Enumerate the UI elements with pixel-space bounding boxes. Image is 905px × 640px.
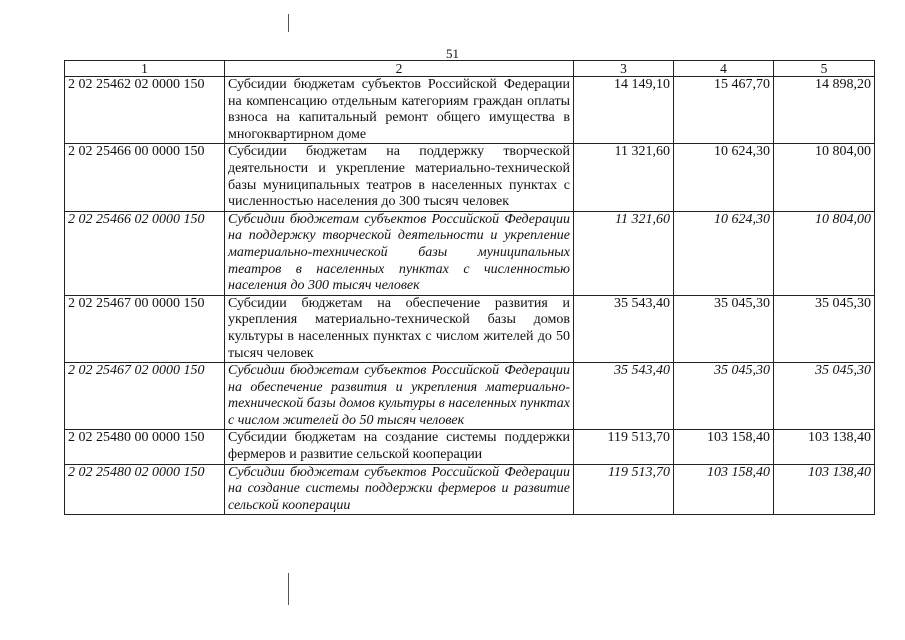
budget-code-cell: 2 02 25462 02 0000 150 (65, 77, 225, 144)
budget-table (64, 60, 875, 515)
value-col5-cell: 14 898,20 (774, 77, 875, 144)
description-cell: Субсидии бюджетам субъектов Российской Федерации на обеспечение развития и укрепления материально-технической базы домов культуры в населенных пунктах с числом жителей до 50 тысяч человек (225, 363, 574, 430)
value-col4-cell: 10 624,30 (674, 211, 774, 295)
column-header-1: 1 (65, 61, 225, 77)
value-col3-cell: 14 149,10 (574, 77, 674, 144)
description-cell: Субсидии бюджетам на поддержку творческой деятельности и укрепление материально-технической базы муниципальных театров в населенных пунктах с численностью населения до 300 тысяч человек (225, 144, 574, 211)
value-col4-cell: 10 624,30 (674, 144, 774, 211)
scan-mark-bottom (288, 573, 289, 605)
description-cell: Субсидии бюджетам на создание системы поддержки фермеров и развитие сельской кооперации (225, 430, 574, 464)
value-col3-cell: 35 543,40 (574, 295, 674, 362)
table-row (65, 363, 875, 430)
description-cell: Субсидии бюджетам субъектов Российской Федерации на компенсацию отдельным категориям граждан оплаты взноса на капитальный ремонт общего имущества в многоквартирном доме (225, 77, 574, 144)
value-col5-cell: 103 138,40 (774, 464, 875, 515)
value-col5-cell: 103 138,40 (774, 430, 875, 464)
value-col4-cell: 15 467,70 (674, 77, 774, 144)
table-row (65, 464, 875, 515)
budget-code-cell: 2 02 25467 02 0000 150 (65, 363, 225, 430)
page-number: 51 (446, 46, 459, 61)
description-cell: Субсидии бюджетам субъектов Российской Федерации на поддержку творческой деятельности и укрепление материально-технической базы муниципальных театров в населенных пунктах с численностью населения до 300 тысяч человек (225, 211, 574, 295)
value-col3-cell: 119 513,70 (574, 430, 674, 464)
budget-code-cell: 2 02 25466 00 0000 150 (65, 144, 225, 211)
column-header-2: 2 (225, 61, 574, 77)
budget-code-cell: 2 02 25480 02 0000 150 (65, 464, 225, 515)
value-col5-cell: 10 804,00 (774, 144, 875, 211)
value-col4-cell: 35 045,30 (674, 363, 774, 430)
value-col4-cell: 103 158,40 (674, 430, 774, 464)
header-row (65, 61, 875, 77)
table-row (65, 144, 875, 211)
value-col4-cell: 103 158,40 (674, 464, 774, 515)
column-header-3: 3 (574, 61, 674, 77)
value-col3-cell: 11 321,60 (574, 211, 674, 295)
value-col3-cell: 11 321,60 (574, 144, 674, 211)
column-header-5: 5 (774, 61, 875, 77)
description-cell: Субсидии бюджетам на обеспечение развития и укрепления материально-технической базы домов культуры в населенных пунктах с числом жителей до 50 тысяч человек (225, 295, 574, 362)
table-row (65, 77, 875, 144)
value-col5-cell: 35 045,30 (774, 295, 875, 362)
table-row (65, 295, 875, 362)
budget-code-cell: 2 02 25480 00 0000 150 (65, 430, 225, 464)
value-col5-cell: 10 804,00 (774, 211, 875, 295)
scan-mark-top (288, 14, 289, 32)
budget-code-cell: 2 02 25467 00 0000 150 (65, 295, 225, 362)
value-col4-cell: 35 045,30 (674, 295, 774, 362)
column-header-4: 4 (674, 61, 774, 77)
budget-code-cell: 2 02 25466 02 0000 150 (65, 211, 225, 295)
value-col3-cell: 35 543,40 (574, 363, 674, 430)
table-row (65, 430, 875, 464)
table-row (65, 211, 875, 295)
description-cell: Субсидии бюджетам субъектов Российской Федерации на создание системы поддержки фермеров и развитие сельской кооперации (225, 464, 574, 515)
value-col5-cell: 35 045,30 (774, 363, 875, 430)
value-col3-cell: 119 513,70 (574, 464, 674, 515)
